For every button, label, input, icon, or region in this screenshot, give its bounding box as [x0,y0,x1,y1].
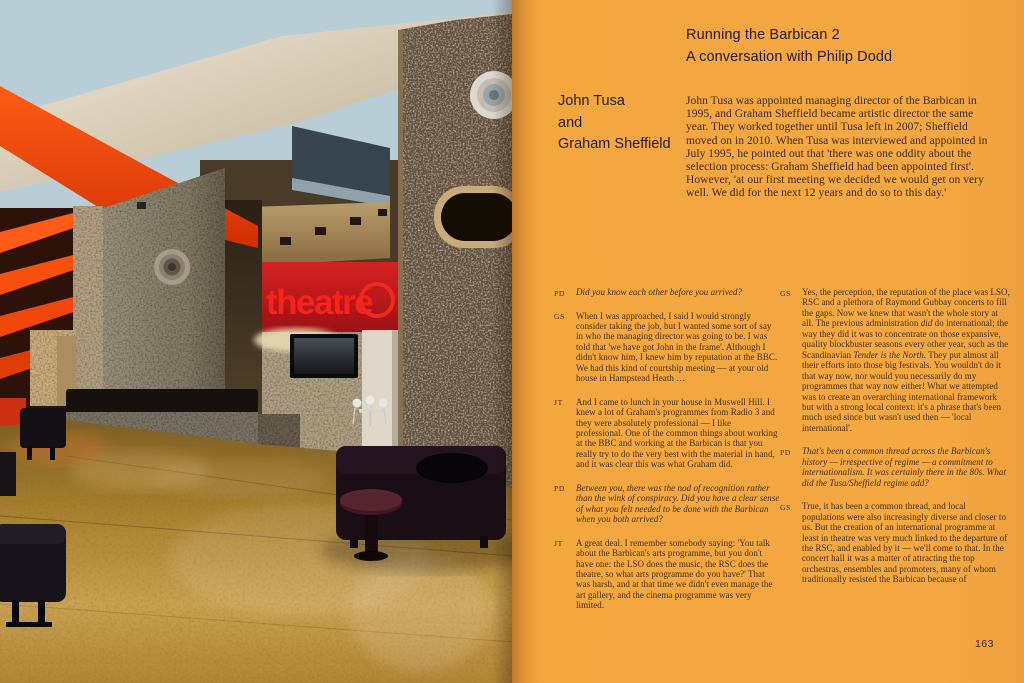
speaker-name-conjunction: and [558,114,583,131]
qa-text: That's been a common thread across the Barbican's history — irrespective of regime — a commitment to internationalism. It was certainly there in the 80s. What did the Tusa/Sheffield regime add? [802,446,1006,488]
speaker-label: PD [554,288,566,298]
qa-block [554,311,780,384]
speaker-label: PD [780,447,792,457]
page-number: 163 [974,638,994,650]
gutter-shadow [512,0,538,683]
qa-block [554,483,780,525]
qa-text: When I was approached, I said I would strongly consider taking the job, but I wanted some sort of say in who the managing director was going to be. I was told that 'we have got John in the frame'. Although I didn't know him, I knew him by reputation at the BBC. We had this kind of courtship meeting — at your old house in Hampstead Heath … [576,310,778,384]
qa-block [780,501,1010,585]
tv-screen [290,334,358,378]
page-title [686,25,1006,68]
theatre-sign [262,262,398,332]
speaker-label: PD [554,484,566,494]
qa-block [554,397,780,470]
text-page [512,0,1024,683]
qa-block [780,287,1010,433]
qa-text: Between you, there was the nod of recognition rather than the wink of conspiracy. Did you have a clear sense of what you felt needed to be done with the Barbican when you both arrived? [576,482,780,525]
speakers-heading [558,91,683,156]
interview-column-right [780,287,1010,598]
speaker-label: GS [554,312,566,321]
speaker-label: GS [780,288,792,298]
qa-text: And I came to lunch in your house in Muswell Hill. I knew a lot of Graham's programmes from Radio 3 and they were absolutely professional — I like professional. One of the common things about working at the BBC and working at the Barbican is that you really try to do the very best with the material in hand, and it was clear this was what Graham did. [576,396,778,470]
interview-column-left [554,287,780,624]
title-line-1: Running the Barbican 2 [686,27,840,43]
intro-paragraph: John Tusa was appointed managing director of the Barbican in 1995, and Graham Sheffield became artistic director the same year. They worked together until Tusa left in 2007; Sheffield moved on in 2010. When Tusa was interviewed and appointed in July 1995, he pointed out that 'there was one oddity about the selection process: Graham Sheffield had been appointed first'. However, 'at our first meeting we decided we would get on very well. We did for the next 12 years and do so to this day.' [686,95,988,200]
qa-block [554,538,780,611]
speaker-grille [154,249,190,285]
qa-block [554,287,780,298]
qa-block [780,446,1010,488]
qa-text: Did you know each other before you arrived? [576,287,743,297]
title-line-2: A conversation with Philip Dodd [686,48,893,65]
speaker-label: GS [780,502,792,512]
speaker-name-2: Graham Sheffield [558,136,671,152]
speaker-label: JT [554,539,563,549]
qa-text: Yes, the perception, the reputation of the place was LSO, RSC and a plethora of Raymond Gubbay concerts to fill the gaps. Now we knew that wasn't the whole story at all. The previous administration did do international; the way they did it was to concentrate on those expansive, quality blockbuster seasons every other year, such as the Scandinavian Tender is the North. They put almost all their efforts into those big festivals. You wouldn't do it that way now, nor would you necessarily do my programmes that way now either! What we attempted was to create an overarching international framework but with a strong local context: it's a phrase that's been much used since but wasn't used then — 'local international'. [802,287,1010,433]
speaker-name-1: John Tusa [558,93,625,109]
qa-text: True, it has been a common thread, and local populations were also increasingly diverse and closer to us. But the creation of an international programme at least in theatre was very much linked to the departure of the RSC, and enabled by it — we'll come to that. In the concert hall it was a matter of attracting the top orchestras, ensembles and promoters, many of whom traditionally resisted the Barbican because of [802,501,1008,585]
theatre-sign-text: theatre [266,283,373,322]
speaker-label: JT [554,398,563,408]
qa-text: A great deal. I remember somebody saying: 'You talk about the Barbican's arts programme, but you don't have one: the LSO does the music, the RSC does the theatre, so what arts programme do you have?' That was harsh, and at that time we didn't even manage the art gallery, and the cinema programme was very limited. [576,537,773,611]
